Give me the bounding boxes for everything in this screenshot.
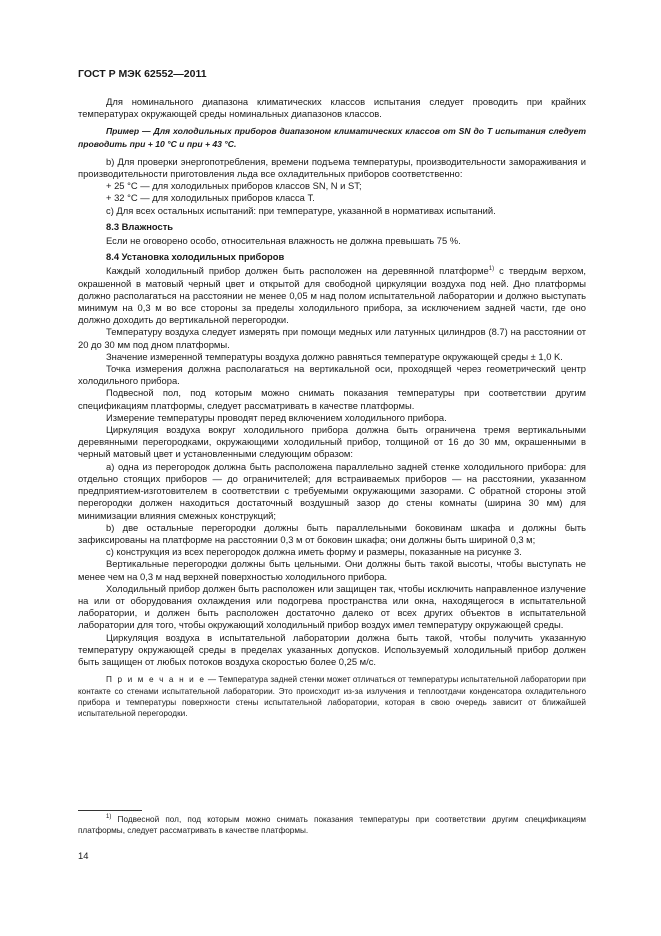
footnote-marker: 1): [106, 814, 112, 820]
paragraph: b) Для проверки энергопотребления, времени подъема температуры, производительности замораживания и производительности приготовления льда все охладительных приборов соответственно:: [78, 155, 586, 180]
paragraph: Значение измеренной температуры воздуха должно равняться температуре окружающей среды ± 1,0 K.: [106, 350, 563, 362]
list-item: a) одна из перегородок должна быть расположена параллельно задней стенке холодильного прибора: для отдельно стоящих приборов — до ограничителей; для встраиваемых приборов — на расстоянии, указанном предприятием-изготовителем в соответствии с требуемыми окружающими зазорами. С обратной стороны этой перегородки должен находиться достаточный воздушный зазор до стены комнаты (ширина 30 мм) для минимизации влияния смежных конструкций;: [78, 460, 586, 521]
section-heading: 8.3 Влажность: [106, 220, 174, 232]
list-item: + 25 °C — для холодильных приборов классов SN, N и ST;: [106, 180, 362, 192]
list-item: c) конструкция из всех перегородок должна иметь форму и размеры, показанные на рисунке 3.: [106, 546, 522, 558]
paragraph: Температуру воздуха следует измерять при помощи медных или латунных цилиндров (8.7) на расстоянии от 20 до 30 мм под дном платформы.: [78, 326, 586, 350]
page-number: 14: [78, 850, 89, 861]
note-paragraph: [78, 674, 586, 720]
section-heading: 8.4 Установка холодильных приборов: [106, 251, 285, 263]
footnote: [78, 814, 586, 837]
paragraph: [78, 265, 586, 326]
note-label: П р и м е ч а н и е: [106, 675, 206, 685]
paragraph: Для номинального диапазона климатических классов испытания следует проводить при крайних температурах окружающей среды номинальных диапазонов классов.: [78, 96, 586, 120]
paragraph: Циркуляция воздуха в испытательной лаборатории должна быть такой, чтобы получить указанную температуру окружающей среды в пределах указанных допусков. Используемый холодильный прибор должен быть защищен от любых потоков воздуха скоростью более 0,25 м/с.: [78, 631, 586, 667]
paragraph: Точка измерения должна располагаться на вертикальной оси, проходящей через геометрический центр холодильного прибора.: [78, 363, 586, 387]
paragraph-text: Каждый холодильный прибор должен быть расположен на деревянной платформе: [106, 265, 489, 277]
page-header: ГОСТ Р МЭК 62552—2011: [78, 68, 207, 80]
list-item: b) две остальные перегородки должны быть параллельными боковинам шкафа и должны быть зафиксированы на платформе на расстоянии 0,3 м от боковин шкафа; они должны быть шириной 0,3 м;: [78, 521, 586, 545]
list-item: + 32 °C — для холодильных приборов класса T.: [106, 192, 315, 204]
paragraph: Холодильный прибор должен быть расположен или защищен так, чтобы исключить направленное излучение на или от оборудования охлаждения или подогрева пространства или окна, находящегося в испытательной лаборатории, и должен быть расположен достаточно далеко от всех других объектов в испытательной лаборатории для того, чтобы окружающий холодильный прибор воздух имел температуру окружающей среды.: [78, 582, 586, 631]
paragraph: Подвесной пол, под которым можно снимать показания температуры при соответствии другим спецификациям платформы, следует рассматривать в качестве платформы.: [78, 387, 586, 411]
footnote-ref: 1): [488, 266, 495, 273]
main-text: [78, 96, 586, 720]
paragraph: Измерение температуры проводят перед включением холодильного прибора.: [106, 411, 447, 423]
note-text: — Температура задней стенки может отличаться от температуры испытательной лаборатории при контакте со стенами испытательной лаборатории. Это происходит из-за излучения и теплоотдачи конденсатора охладительного прибора и температуры поверхности стены испытательной лаборатории, которая в свою очередь зависит от ближайшей испытательной перегородки.: [78, 675, 586, 719]
paragraph: c) Для всех остальных испытаний: при температуре, указанной в нормативах испытаний.: [106, 204, 496, 216]
paragraph-text: с твердым верхом, окрашенной в матовый черный цвет и открытой для свободной циркуляции воздуха под ней. Дно платформы должно располагаться на расстоянии не менее 0,05 м над полом испытательной лаборатории и должно выступать минимум на 0,3 м во все стороны за пределы холодильного прибора, за исключением задней части, где оно должно доходить до вертикальной перегородки.: [78, 265, 586, 326]
footnote-divider: [78, 810, 142, 811]
paragraph: Если не оговорено особо, относительная влажность не должна превышать 75 %.: [106, 235, 461, 247]
paragraph: Циркуляция воздуха вокруг холодильного прибора должна быть ограничена тремя вертикальными деревянными перегородками, окружающими холодильный прибор, толщиной от 16 до 30 мм, окрашенными в черный матовый цвет и установленными следующим образом:: [78, 424, 586, 460]
footnote-text: Подвесной пол, под которым можно снимать показания температуры при соответствии другим спецификациям платформы, следует рассматривать в качестве платформы.: [78, 815, 586, 836]
paragraph: Вертикальные перегородки должны быть цельными. Они должны быть такой высоты, чтобы выступать не менее чем на 0,3 м над верхней поверхностью холодильного прибора.: [78, 558, 586, 582]
example-paragraph: Пример — Для холодильных приборов диапазоном климатических классов от SN до T испытания следует проводить при + 10 °C и при + 43 °C.: [78, 126, 586, 149]
